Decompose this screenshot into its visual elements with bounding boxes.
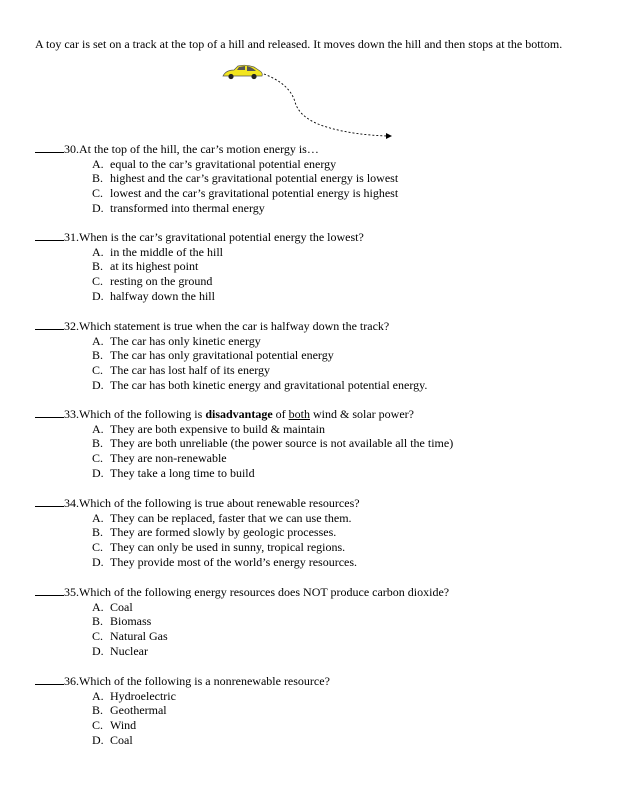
option-a: A. equal to the car’s gravitational potential energy <box>92 156 337 171</box>
toy-car-icon <box>223 65 262 79</box>
answer-blank[interactable] <box>35 230 64 241</box>
option-b: B. The car has only gravitational potential energy <box>92 348 334 363</box>
track-path <box>264 74 388 136</box>
answer-blank[interactable] <box>35 319 64 330</box>
answer-blank[interactable] <box>35 142 64 153</box>
option-a: A. Hydroelectric <box>92 688 176 703</box>
option-c: C. lowest and the car’s gravitational potential energy is highest <box>92 186 399 201</box>
answer-blank[interactable] <box>35 585 64 596</box>
question-number: 31. <box>64 230 79 244</box>
option-b: B. Biomass <box>92 614 152 629</box>
question-number: 36. <box>64 674 79 688</box>
option-b: B. They are both unreliable (the power source is not available all the time) <box>92 436 454 451</box>
option-d: D. They take a long time to build <box>92 465 255 480</box>
question-number: 32. <box>64 319 79 333</box>
option-c: C. resting on the ground <box>92 274 213 289</box>
option-a: A. in the middle of the hill <box>92 244 223 259</box>
intro-text: A toy car is set on a track at the top of a hill and released. It moves down the hill and then stops at the bottom. <box>35 37 563 51</box>
option-d: D. halfway down the hill <box>92 288 215 303</box>
question-text: When is the car’s gravitational potential energy the lowest? <box>79 230 364 244</box>
question-32 <box>35 319 595 393</box>
option-c: C. The car has lost half of its energy <box>92 363 271 378</box>
question-34 <box>35 496 595 570</box>
option-b: B. They are formed slowly by geologic processes. <box>92 525 337 540</box>
option-d: D. The car has both kinetic energy and gravitational potential energy. <box>92 377 428 392</box>
toy-car-figure <box>220 62 400 142</box>
question-text: At the top of the hill, the car’s motion energy is… <box>79 142 319 156</box>
option-c: C. Natural Gas <box>92 629 168 644</box>
question-36 <box>35 674 595 748</box>
option-b: B. at its highest point <box>92 259 199 274</box>
option-d: D. Nuclear <box>92 643 148 658</box>
option-b: B. highest and the car’s gravitational potential energy is lowest <box>92 171 399 186</box>
question-33 <box>35 407 595 481</box>
option-d: D. transformed into thermal energy <box>92 200 265 215</box>
question-number: 30. <box>64 142 79 156</box>
option-c: C. They are non-renewable <box>92 451 227 466</box>
question-text: Which of the following is a nonrenewable resource? <box>79 674 330 688</box>
question-35 <box>35 585 595 659</box>
question-text: Which of the following is true about renewable resources? <box>79 496 360 510</box>
question-text: Which of the following is disadvantage of both wind & solar power? <box>79 407 414 421</box>
option-d: D. They provide most of the world’s energy resources. <box>92 554 358 569</box>
question-text: Which statement is true when the car is halfway down the track? <box>79 319 390 333</box>
question-number: 34. <box>64 496 79 510</box>
option-c: C. They can only be used in sunny, tropical regions. <box>92 540 346 555</box>
option-a: A. The car has only kinetic energy <box>92 333 261 348</box>
answer-blank[interactable] <box>35 674 64 685</box>
question-number: 35. <box>64 585 79 599</box>
option-d: D. Coal <box>92 732 133 747</box>
option-c: C. Wind <box>92 718 137 733</box>
question-30 <box>35 142 595 216</box>
option-b: B. Geothermal <box>92 703 167 718</box>
answer-blank[interactable] <box>35 407 64 418</box>
question-number: 33. <box>64 407 79 421</box>
option-a: A. They are both expensive to build & maintain <box>92 421 325 436</box>
emphasis-underline: both <box>288 407 311 421</box>
question-text: Which of the following energy resources does NOT produce carbon dioxide? <box>79 585 450 599</box>
emphasis-bold: disadvantage <box>205 407 273 421</box>
answer-blank[interactable] <box>35 496 64 507</box>
option-a: A. Coal <box>92 599 133 614</box>
arrow-head-icon <box>386 133 392 139</box>
question-31 <box>35 230 595 304</box>
option-a: A. They can be replaced, faster that we can use them. <box>92 510 352 525</box>
